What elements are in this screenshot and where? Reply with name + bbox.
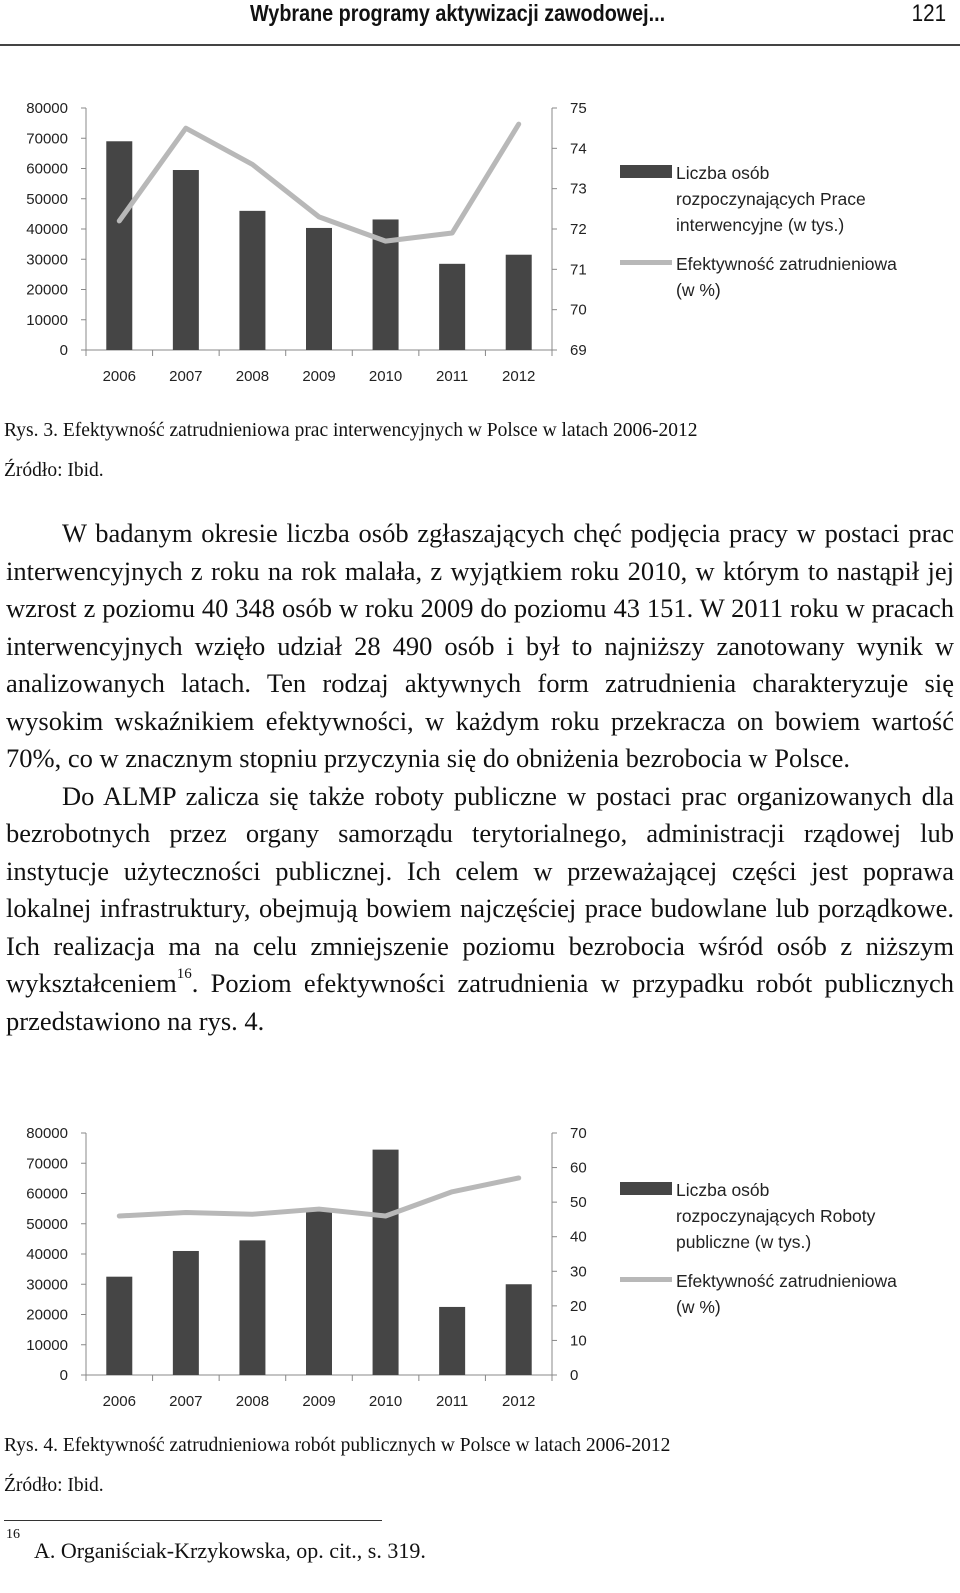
legend-text-bars: [676, 1177, 916, 1255]
legend-swatch-line: [620, 260, 672, 265]
right-tick-label: 20: [570, 1297, 587, 1315]
left-tick-label: 80000: [26, 1125, 68, 1142]
left-tick-label: 20000: [26, 281, 68, 299]
x-tick-label: 2009: [302, 1393, 336, 1410]
left-tick-label: 50000: [26, 190, 68, 208]
legend-line: Efektywność zatrudnieniowa: [676, 254, 897, 274]
efficiency-line: [119, 1178, 518, 1216]
legend-text-line: [676, 251, 916, 303]
bar: [106, 141, 132, 350]
right-tick-label: 30: [570, 1263, 587, 1281]
bar: [439, 1307, 465, 1375]
legend-line: Efektywność zatrudnieniowa: [676, 1271, 897, 1291]
left-tick-label: 60000: [26, 1185, 68, 1203]
footnote: [6, 1526, 426, 1564]
legend-line: (w %): [676, 280, 721, 300]
figure-4-caption: Rys. 4. Efektywność zatrudnieniowa robót publicznych w Polsce w latach 2006-2012: [4, 1435, 671, 1456]
paragraph-2-text-end: . Poziom efektywności zatrudnienia w przypadku robót publicznych przedstawiono na rys. 4.: [6, 968, 954, 1036]
left-tick-label: 0: [59, 1367, 68, 1384]
right-tick-label: 0: [570, 1367, 579, 1384]
paragraph-2-text: Do ALMP zalicza się także roboty publiczne w postaci prac organizowanych dla bezrobotnych przez organy samorządu terytorialnego, administracji rządowej lub instytucje użyteczności publicznej. Ich celem w przeważającej części jest poprawa lokalnej infrastruktury, obejmują bowiem najczęściej prace budowlane lub porządkowe. Ich realizacja ma na celu zmniejszenie poziomu bezrobocia wśród osób z niższym wykształceniem: [6, 780, 954, 998]
right-tick-label: 70: [570, 1125, 587, 1142]
right-tick-label: 75: [570, 100, 587, 117]
page-header: [0, 0, 960, 46]
figure-3-caption: Rys. 3. Efektywność zatrudnieniowa prac interwencyjnych w Polsce w latach 2006-2012: [4, 420, 698, 441]
left-tick-label: 70000: [26, 1155, 68, 1173]
legend-swatch-bar: [620, 1182, 672, 1195]
x-tick-label: 2010: [368, 1393, 403, 1410]
right-tick-label: 71: [570, 261, 587, 279]
right-tick-label: 69: [570, 342, 587, 359]
footnote-reference: 16: [176, 966, 192, 982]
bar: [506, 255, 532, 350]
left-tick-label: 80000: [26, 100, 68, 117]
bar: [439, 264, 465, 350]
left-tick-label: 10000: [26, 1336, 68, 1354]
right-tick-label: 73: [570, 180, 587, 198]
x-tick-label: 2012: [502, 1393, 536, 1410]
bar: [373, 1150, 399, 1375]
left-tick-label: 0: [59, 342, 68, 359]
legend-line: interwencyjne (w tys.): [676, 215, 845, 235]
x-tick-label: 2006: [102, 368, 136, 385]
running-title: Wybrane programy aktywizacji zawodowej...: [250, 0, 666, 26]
figure-4-source: Źródło: Ibid.: [4, 1475, 104, 1496]
paragraph-2: [6, 778, 954, 1041]
figure-3-legend: [620, 160, 920, 360]
footnote-rule: [4, 1520, 382, 1521]
bar: [173, 170, 199, 350]
figure-4-chart: [0, 1115, 960, 1415]
x-tick-label: 2008: [235, 368, 270, 385]
x-tick-label: 2007: [169, 368, 203, 385]
legend-line: Liczba osób: [676, 163, 770, 183]
legend-swatch-bar: [620, 165, 672, 178]
legend-line: rozpoczynających Prace: [676, 189, 866, 209]
bar: [106, 1277, 132, 1375]
legend-line: publiczne (w tys.): [676, 1232, 812, 1252]
figure-3-source: Źródło: Ibid.: [4, 460, 104, 481]
footnote-text: A. Organiściak-Krzykowska, op. cit., s. 319.: [34, 1538, 426, 1563]
x-tick-label: 2006: [102, 1393, 136, 1410]
left-tick-label: 30000: [26, 1276, 68, 1294]
right-tick-label: 70: [570, 301, 587, 319]
figure-4-legend: [620, 1177, 920, 1377]
legend-line: (w %): [676, 1297, 721, 1317]
legend-line: Liczba osób: [676, 1180, 770, 1200]
x-tick-label: 2011: [436, 1393, 469, 1410]
legend-line: rozpoczynających Roboty: [676, 1206, 876, 1226]
bar: [239, 211, 265, 350]
bar: [239, 1240, 265, 1375]
left-tick-label: 10000: [26, 311, 68, 329]
right-tick-label: 72: [570, 221, 587, 238]
right-tick-label: 40: [570, 1228, 587, 1246]
x-tick-label: 2012: [502, 368, 536, 385]
bar: [173, 1251, 199, 1375]
paragraph-1: W badanym okresie liczba osób zgłaszających chęć podjęcia pracy w postaci prac interwencyjnych z roku na rok malała, z wyjątkiem roku 2010, w którym to nastąpił jej wzrost z poziomu 40 348 osób w roku 2009 do poziomu 43 151. W 2011 roku w pracach interwencyjnych wzięło udział 28 490 osób i był to najniższy zanotowany wynik w analizowanych latach. Ten rodzaj aktywnych form zatrudnienia charakteryzuje się wysokim wskaźnikiem efektywności, w każdym roku przekracza on bowiem wartość 70%, co w znacznym stopniu przyczynia się do obniżenia bezrobocia w Polsce.: [6, 518, 954, 773]
x-tick-label: 2010: [368, 368, 403, 385]
right-tick-label: 60: [570, 1159, 587, 1177]
left-tick-label: 50000: [26, 1215, 68, 1233]
left-tick-label: 70000: [26, 130, 68, 148]
body-text: [6, 515, 954, 1040]
legend-text-line: [676, 1268, 916, 1320]
left-tick-label: 40000: [26, 1246, 68, 1263]
legend-swatch-line: [620, 1277, 672, 1282]
left-tick-label: 30000: [26, 251, 68, 269]
bar: [306, 1210, 332, 1375]
bar: [506, 1284, 532, 1375]
x-tick-label: 2007: [169, 1393, 203, 1410]
footnote-number: 16: [6, 1526, 20, 1542]
x-tick-label: 2011: [436, 368, 469, 385]
bar: [306, 228, 332, 350]
left-tick-label: 20000: [26, 1306, 68, 1324]
x-tick-label: 2009: [302, 368, 336, 385]
right-tick-label: 50: [570, 1194, 587, 1212]
left-tick-label: 40000: [26, 221, 68, 238]
figure-3-chart: [0, 90, 960, 390]
right-tick-label: 10: [570, 1332, 587, 1350]
legend-text-bars: [676, 160, 916, 238]
x-tick-label: 2008: [235, 1393, 270, 1410]
right-tick-label: 74: [570, 140, 587, 158]
left-tick-label: 60000: [26, 160, 68, 178]
page-number: 121: [911, 0, 946, 27]
